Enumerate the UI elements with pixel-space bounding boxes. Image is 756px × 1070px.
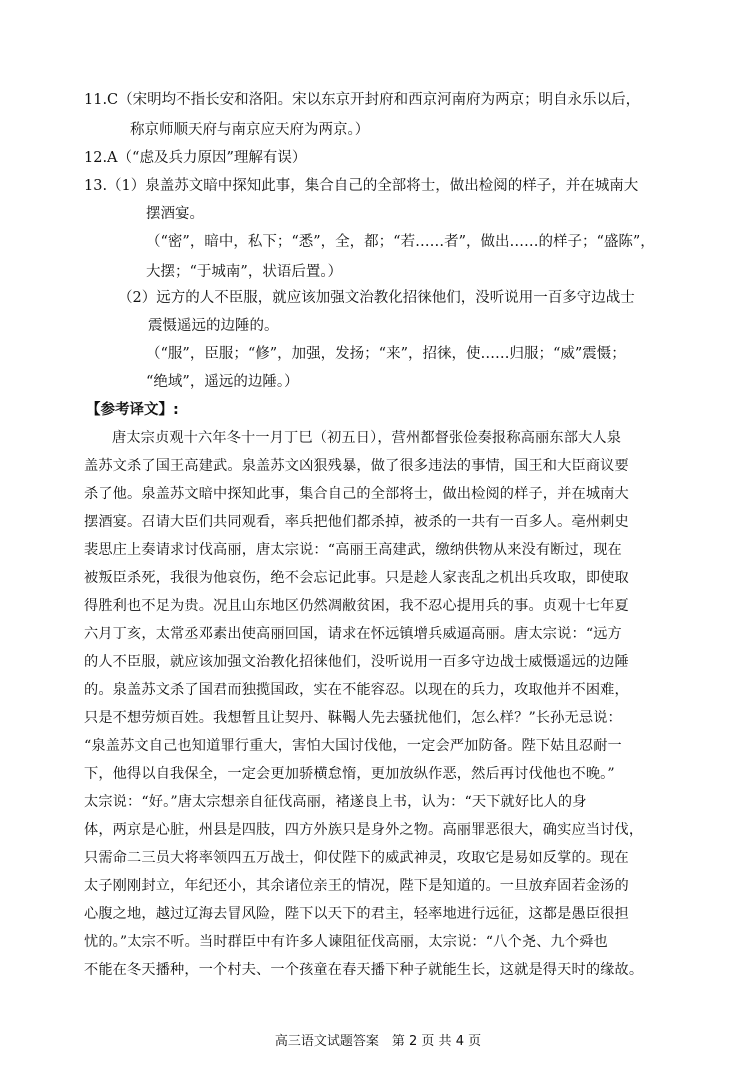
translation-line: 被叛臣杀死，我很为他哀伤，绝不会忘记此事。只是趁人家丧乱之机出兵攻取，即使取	[84, 570, 629, 586]
answer-line: “绝域”，遥远的边陲。）	[146, 374, 299, 390]
translation-line: 体，两京是心脏，州县是四肢，四方外族只是身外之物。高丽罪恶很大，确实应当讨伐，	[84, 822, 644, 838]
answer-line: （2）远方的人不臣服，就应该加强文治教化招徕他们，没听说用一百多守边战士	[118, 290, 635, 306]
translation-line: “泉盖苏文自己也知道罪行重大，害怕大国讨伐他，一定会严加防备。陛下姑且忍耐一	[84, 738, 622, 754]
translation-heading: 【参考译文】:	[86, 402, 179, 418]
translation-line: 六月丁亥，太常丞邓素出使高丽回国，请求在怀远镇增兵威逼高丽。唐太宗说：“远方	[84, 626, 622, 642]
translation-line: 裴思庄上奏请求讨伐高丽，唐太宗说：“高丽王高建武，缴纳供物从来没有断过，现在	[84, 542, 622, 558]
answer-line: 震慑遥远的边陲的。	[148, 318, 279, 334]
answer-line: 摆酒宴。	[146, 206, 204, 222]
answer-line: 12.A（“虑及兵力原因”理解有误）	[84, 150, 307, 166]
translation-line: 的人不臣服，就应该加强文治教化招徕他们，没听说用一百多守边战士威慑遥远的边陲	[84, 654, 629, 670]
translation-line: 不能在冬天播种，一个村夫、一个孩童在春天播下种子就能生长，这就是得天时的缘故。	[84, 962, 644, 978]
translation-line: 只需命二三员大将率领四五万战士，仰仗陛下的威武神灵，攻取它是易如反掌的。现在	[84, 850, 629, 866]
answer-line: 13.（1）泉盖苏文暗中探知此事，集合自己的全部将士，做出检阅的样子，并在城南大	[84, 178, 639, 194]
translation-line: 心腹之地，越过辽海去冒风险，陛下以天下的君主，轻率地进行远征，这都是愚臣很担	[84, 906, 629, 922]
translation-line: 杀了他。泉盖苏文暗中探知此事，集合自己的全部将士，做出检阅的样子，并在城南大	[84, 486, 629, 502]
answer-line: （“密”，暗中，私下；“悉”，全，都；“若……者”，做出……的样子；“盛陈”，	[146, 234, 655, 250]
answer-line: 大摆；“于城南”，状语后置。）	[146, 264, 343, 280]
answer-line: 称京师顺天府与南京应天府为两京。）	[130, 122, 370, 138]
translation-line: 下，他得以自我保全，一定会更加骄横怠惰，更加放纵作恶，然后再讨伐他也不晚。”	[84, 766, 615, 782]
translation-line: 太子刚刚封立，年纪还小，其余诸位亲王的情况，陛下是知道的。一旦放弃固若金汤的	[84, 878, 629, 894]
answer-line: （“服”，臣服；“修”，加强，发扬；“来”，招徕，使……归服；“威”震慑；	[146, 346, 626, 362]
page-footer: 高三语文试题答案 第 2 页 共 4 页	[274, 1034, 482, 1049]
translation-line: 的。泉盖苏文杀了国君而独揽国政，实在不能容忍。以现在的兵力，攻取他并不困难，	[84, 682, 629, 698]
translation-line: 太宗说：“好。”唐太宗想亲自征伐高丽，褚遂良上书，认为：“天下就好比人的身	[84, 794, 587, 810]
translation-line: 只是不想劳烦百姓。我想暂且让契丹、靺鞨人先去骚扰他们，怎么样？”长孙无忌说：	[84, 710, 622, 726]
translation-line: 唐太宗贞观十六年冬十一月丁巳（初五日），营州都督张俭奏报称高丽东部大人泉	[112, 430, 622, 446]
translation-line: 摆酒宴。召请大臣们共同观看，率兵把他们都杀掉，被杀的一共有一百多人。亳州刺史	[84, 514, 629, 530]
answer-line: 11.C（宋明均不指长安和洛阳。宋以东京开封府和西京河南府为两京；明自永乐以后，	[84, 92, 641, 108]
translation-line: 得胜利也不足为贵。况且山东地区仍然凋敝贫困，我不忍心提用兵的事。贞观十七年夏	[84, 598, 629, 614]
translation-line: 忧的。”太宗不听。当时群臣中有许多人谏阻征伐高丽，太宗说：“八个尧、九个舜也	[84, 934, 608, 950]
translation-line: 盖苏文杀了国王高建武。泉盖苏文凶狠残暴，做了很多违法的事情，国王和大臣商议要	[84, 458, 629, 474]
